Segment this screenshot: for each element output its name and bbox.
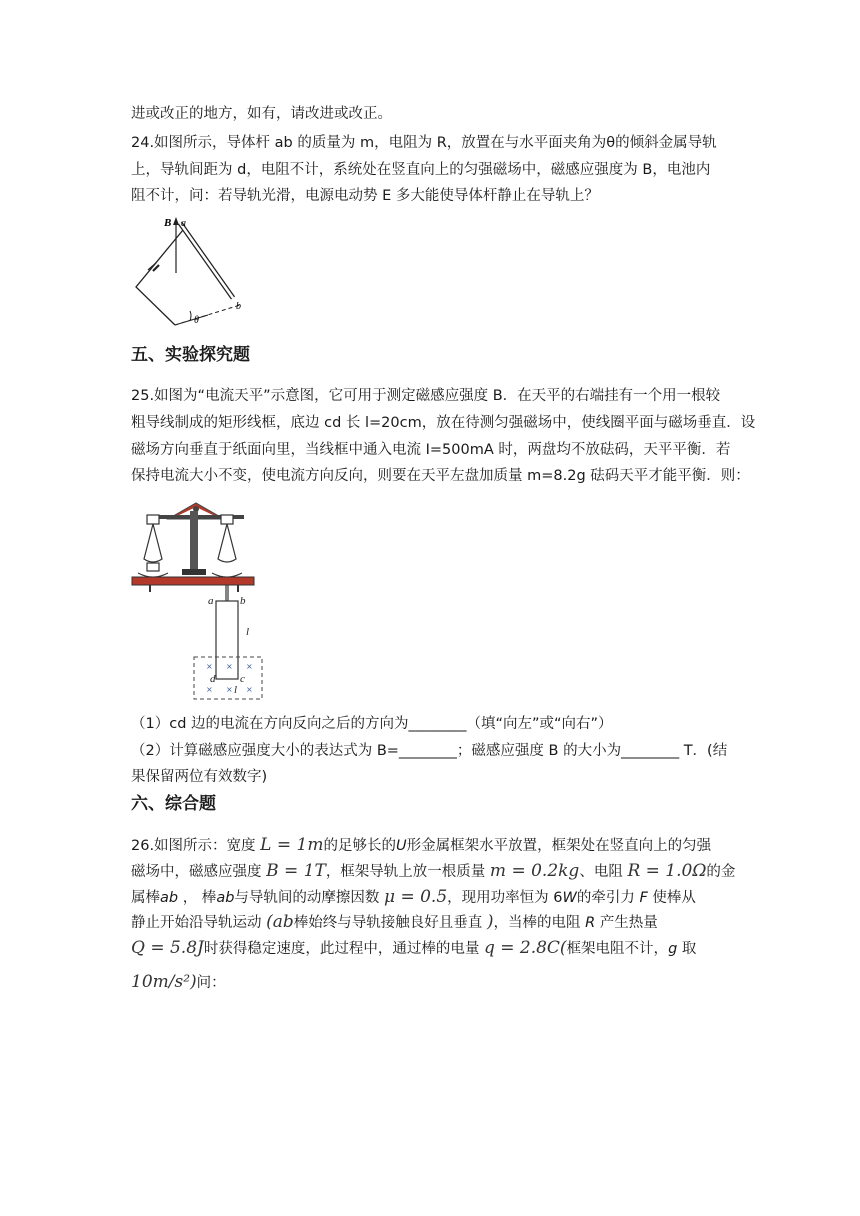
svg-text:×: × — [226, 685, 233, 694]
heat-formula: Q = 5.8J — [131, 938, 204, 958]
coil-point-d-label: d — [210, 673, 216, 685]
q24-incline-rail-figure — [128, 215, 258, 335]
mass-formula: m = 0.2kg — [489, 861, 580, 881]
q24-line-2: 上，导轨间距为 d，电阻不计，系统处在竖直向上的匀强磁场中，磁感应强度为 B，电池内 — [131, 162, 711, 178]
q24-line-1: 24.如图所示，导体杆 ab 的质量为 m，电阻为 R，放置在与水平面夹角为θ的倾斜金属导轨 — [131, 135, 717, 151]
q26-line-6: 10m/s²)问： — [131, 972, 226, 992]
coil-point-b-label: b — [240, 595, 246, 607]
width-formula: L = 1m — [260, 835, 324, 855]
section-5-heading: 五、实验探究题 — [131, 345, 250, 365]
svg-text:×: × — [246, 662, 253, 671]
b-field-label: B — [164, 217, 172, 229]
charge-formula: q = 2.8C( — [483, 938, 567, 958]
q26-line-2: 磁场中，磁感应强度 B = 1T，框架导轨上放一根质量 m = 0.2kg、电阻 R = 1.0Ω的金 — [131, 861, 736, 881]
svg-text:×: × — [246, 685, 253, 694]
current-balance-figure — [128, 497, 264, 707]
friction-formula: μ = 0.5 — [384, 887, 448, 907]
theta-label: θ — [194, 315, 199, 326]
q25-sub-question-1: （1）cd 边的电流在方向反向之后的方向为________（填“向左”或“向右”） — [131, 716, 613, 732]
q26-line-4: 静止开始沿导轨运动 (ab棒始终与导轨接触良好且垂直 )，当棒的电阻 R 产生热量 — [131, 912, 658, 932]
svg-text:×: × — [226, 662, 233, 671]
q25-line-4: 保持电流大小不变，使电流方向反向，则要在天平左盘加质量 m=8.2g 砝码天平才能平衡．则： — [131, 468, 750, 484]
coil-bottom-l-label: l — [234, 684, 238, 696]
field-strength-formula: B = 1T — [266, 861, 326, 881]
svg-text:×: × — [206, 662, 213, 671]
section-6-heading: 六、综合题 — [131, 794, 216, 814]
q26-line-1: 26.如图所示：宽度 L = 1m的足够长的U形金属框架水平放置，框架处在竖直向上的匀强 — [131, 835, 712, 855]
point-b-label: b — [236, 301, 241, 312]
q25-line-3: 磁场方向垂直于纸面向里，当线框中通入电流 I=500mA 时，两盘均不放砝码，天平平衡．若 — [131, 442, 731, 458]
coil-point-a-label: a — [208, 595, 214, 607]
q26-line-5: Q = 5.8J时获得稳定速度，此过程中，通过棒的电量 q = 2.8C(框架电阻不计，g 取 — [131, 938, 697, 958]
q25-line-1: 25.如图为“电流天平”示意图，它可用于测定磁感应强度 B．在天平的右端挂有一个用一根较 — [131, 388, 721, 404]
svg-text:×: × — [206, 685, 213, 694]
resistance-formula: R = 1.0Ω — [627, 861, 707, 881]
gravity-formula: 10m/s²) — [131, 972, 197, 992]
coil-point-c-label: c — [240, 673, 245, 685]
coil-side-l-label: l — [246, 626, 250, 638]
q26-line-3: 属棒ab ， 棒ab与导轨间的动摩擦因数 μ = 0.5，现用功率恒为 6W的牵引力 F 使棒从 — [131, 887, 696, 907]
q25-sub-question-2-line-1: （2）计算磁感应强度大小的表达式为 B=________；磁感应强度 B 的大小为________ T．(结 — [131, 743, 728, 759]
point-a-label: a — [181, 218, 186, 229]
q23-tail-text: 进或改正的地方，如有，请改进或改正。 — [131, 106, 392, 122]
q25-sub-question-2-line-2: 果保留两位有效数字) — [131, 769, 268, 785]
q25-line-2: 粗导线制成的矩形线框，底边 cd 长 l=20cm，放在待测匀强磁场中，使线圈平面与磁场垂直．设 — [131, 415, 756, 431]
q24-line-3: 阻不计，问：若导轨光滑，电源电动势 E 多大能使导体杆静止在导轨上？ — [131, 188, 599, 204]
